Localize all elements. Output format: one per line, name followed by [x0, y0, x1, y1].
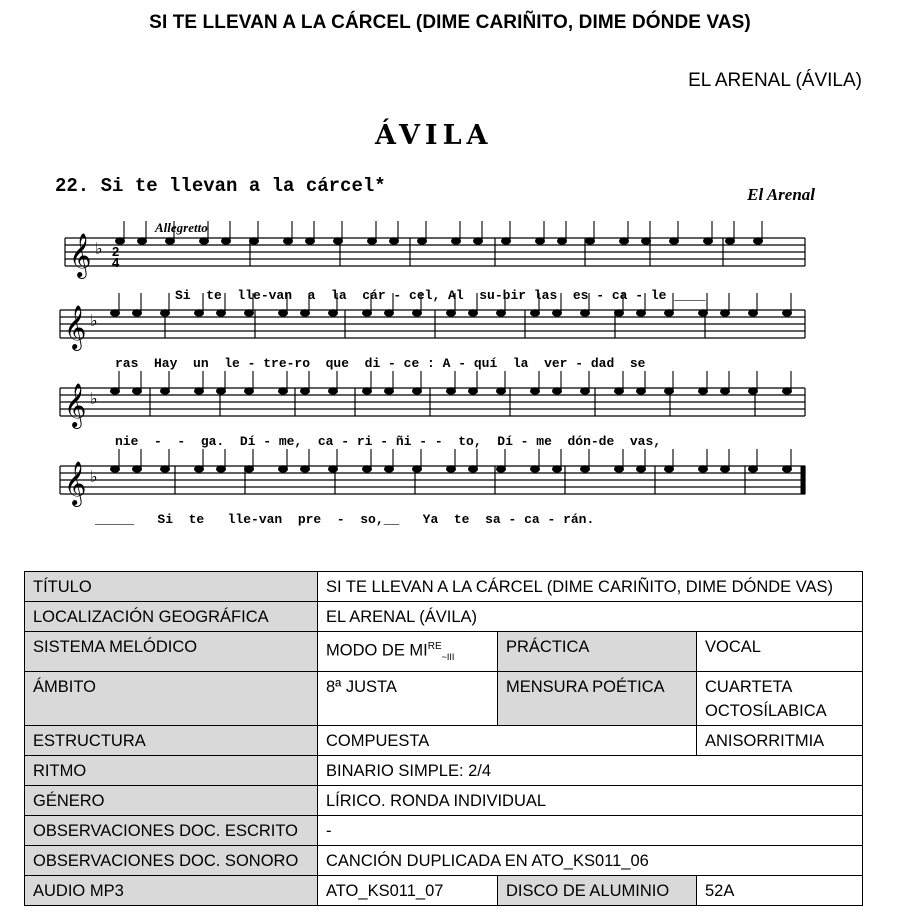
metadata-table	[24, 571, 863, 906]
note-head	[586, 238, 595, 244]
treble-clef-icon: 𝄞	[64, 305, 87, 349]
titulo-label: TÍTULO	[25, 572, 318, 602]
flat-icon: ♭	[90, 313, 98, 330]
note-head	[334, 238, 343, 244]
note-head	[531, 310, 540, 316]
note-head	[704, 238, 713, 244]
note-head	[245, 388, 254, 394]
note-head	[279, 388, 288, 394]
score-region: ÁVILA	[375, 120, 493, 151]
ambito-value: 8ª JUSTA	[318, 671, 498, 725]
flat-icon: ♭	[90, 469, 98, 486]
sistema-label: SISTEMA MELÓDICO	[25, 632, 318, 672]
score-tempo: Allegretto	[155, 220, 208, 235]
row-titulo	[25, 572, 863, 602]
genero-label: GÉNERO	[25, 785, 318, 815]
sistema-value: MODO DE $MIRE_{\sim III}$	[318, 632, 498, 672]
treble-clef-icon: 𝄞	[69, 233, 92, 277]
note-head	[665, 310, 674, 316]
note-head	[363, 466, 372, 472]
note-head	[133, 310, 142, 316]
mensura-label: MENSURA POÉTICA	[498, 671, 697, 725]
obs-sonoro-label: OBSERVACIONES DOC. SONORO	[25, 845, 318, 875]
note-head	[385, 388, 394, 394]
note-head	[166, 238, 175, 244]
localizacion-label: LOCALIZACIÓN GEOGRÁFICA	[25, 602, 318, 632]
note-head	[217, 388, 226, 394]
genero-value: LÍRICO. RONDA INDIVIDUAL	[318, 785, 863, 815]
note-head	[749, 388, 758, 394]
lyric-line-1: Si te lle-van a la cár - cel, Al su-bir las es - ca - le ____	[175, 288, 706, 303]
score-place: El Arenal	[747, 185, 815, 204]
disco-label: DISCO DE ALUMINIO	[498, 875, 697, 905]
note-head	[497, 466, 506, 472]
note-head	[469, 388, 478, 394]
note-head	[620, 238, 629, 244]
note-head	[581, 310, 590, 316]
time-signature: 4	[112, 255, 120, 270]
note-head	[637, 310, 646, 316]
row-ambito	[25, 671, 863, 725]
note-head	[558, 238, 567, 244]
note-head	[553, 388, 562, 394]
note-head	[531, 466, 540, 472]
row-audio	[25, 875, 863, 905]
localizacion-value: EL ARENAL (ÁVILA)	[318, 602, 863, 632]
note-head	[329, 466, 338, 472]
note-head	[615, 466, 624, 472]
note-head	[111, 466, 120, 472]
row-genero	[25, 785, 863, 815]
treble-clef-icon: 𝄞	[64, 383, 87, 427]
row-estructura	[25, 725, 863, 755]
note-head	[329, 310, 338, 316]
note-head	[363, 310, 372, 316]
note-head	[754, 238, 763, 244]
time-signature: 2	[112, 244, 120, 259]
note-head	[279, 310, 288, 316]
estructura-label: ESTRUCTURA	[25, 725, 318, 755]
note-head	[637, 388, 646, 394]
lyric-line-3: nie - - ga. Dí - me, ca - ri - ñi - - to, Dí - me dón-de vas,	[115, 434, 662, 449]
note-head	[699, 310, 708, 316]
flat-icon: ♭	[90, 391, 98, 408]
note-head	[413, 310, 422, 316]
row-sistema	[25, 632, 863, 672]
note-head	[195, 466, 204, 472]
obs-sonoro-value: CANCIÓN DUPLICADA EN ATO_KS011_06	[318, 845, 863, 875]
note-head	[452, 238, 461, 244]
note-head	[447, 310, 456, 316]
note-head	[721, 310, 730, 316]
note-head	[217, 466, 226, 472]
practica-label: PRÁCTICA	[498, 632, 697, 672]
note-head	[195, 388, 204, 394]
note-head	[670, 238, 679, 244]
lyric-line-4: _____ Si te lle-van pre - so,__ Ya te sa - ca - rán.	[95, 512, 595, 527]
ritmo-value: BINARIO SIMPLE: 2/4	[318, 755, 863, 785]
note-head	[783, 310, 792, 316]
music-score	[55, 110, 825, 540]
note-head	[699, 388, 708, 394]
note-head	[581, 466, 590, 472]
note-head	[279, 466, 288, 472]
note-head	[133, 466, 142, 472]
note-head	[536, 238, 545, 244]
note-head	[553, 466, 562, 472]
note-head	[301, 388, 310, 394]
note-head	[637, 466, 646, 472]
note-head	[138, 238, 147, 244]
audio-label: AUDIO MP3	[25, 875, 318, 905]
note-head	[161, 310, 170, 316]
document-location: EL ARENAL (ÁVILA)	[688, 70, 862, 91]
note-head	[329, 388, 338, 394]
note-head	[497, 388, 506, 394]
mensura-value: CUARTETA OCTOSÍLABICA	[697, 671, 863, 725]
note-head	[385, 310, 394, 316]
row-obs-escrito	[25, 815, 863, 845]
note-head	[721, 466, 730, 472]
note-head	[642, 238, 651, 244]
note-head	[413, 388, 422, 394]
note-head	[413, 466, 422, 472]
estructura-value: COMPUESTA	[318, 725, 697, 755]
note-head	[195, 310, 204, 316]
audio-value: ATO_KS011_07	[318, 875, 498, 905]
note-head	[368, 238, 377, 244]
note-head	[553, 310, 562, 316]
note-head	[301, 466, 310, 472]
note-head	[531, 388, 540, 394]
note-head	[301, 310, 310, 316]
titulo-value: SI TE LLEVAN A LA CÁRCEL (DIME CARIÑITO, DIME DÓNDE VAS)	[318, 572, 863, 602]
note-head	[721, 388, 730, 394]
note-head	[665, 466, 674, 472]
practica-value: VOCAL	[697, 632, 863, 672]
note-head	[284, 238, 293, 244]
document-title: SI TE LLEVAN A LA CÁRCEL (DIME CARIÑITO, DIME DÓNDE VAS)	[149, 12, 751, 33]
staff-lines	[55, 110, 825, 540]
note-head	[245, 310, 254, 316]
note-head	[111, 388, 120, 394]
row-ritmo	[25, 755, 863, 785]
ambito-label: ÁMBITO	[25, 671, 318, 725]
obs-escrito-value: -	[318, 815, 863, 845]
note-head	[502, 238, 511, 244]
estructura-extra: ANISORRITMIA	[697, 725, 863, 755]
obs-escrito-label: OBSERVACIONES DOC. ESCRITO	[25, 815, 318, 845]
note-head	[418, 238, 427, 244]
note-head	[469, 466, 478, 472]
note-head	[726, 238, 735, 244]
note-head	[363, 388, 372, 394]
note-head	[665, 388, 674, 394]
row-obs-sonoro	[25, 845, 863, 875]
note-head	[749, 466, 758, 472]
note-head	[390, 238, 399, 244]
note-head	[783, 466, 792, 472]
score-heading: 22. Si te llevan a la cárcel*	[55, 175, 386, 197]
note-head	[133, 388, 142, 394]
note-head	[222, 238, 231, 244]
ritmo-label: RITMO	[25, 755, 318, 785]
note-head	[200, 238, 209, 244]
note-head	[749, 310, 758, 316]
note-head	[161, 466, 170, 472]
lyric-line-2: ras Hay un le - tre-ro que di - ce : A - quí la ver - dad se	[115, 356, 646, 371]
note-head	[161, 388, 170, 394]
note-head	[385, 466, 394, 472]
note-head	[615, 310, 624, 316]
final-barline	[801, 466, 805, 494]
note-head	[581, 388, 590, 394]
note-head	[497, 310, 506, 316]
note-head	[469, 310, 478, 316]
treble-clef-icon: 𝄞	[64, 461, 87, 505]
note-head	[306, 238, 315, 244]
disco-value: 52A	[697, 875, 863, 905]
note-head	[447, 388, 456, 394]
note-head	[699, 466, 708, 472]
note-head	[217, 310, 226, 316]
note-head	[474, 238, 483, 244]
note-head	[447, 466, 456, 472]
note-head	[245, 466, 254, 472]
note-head	[250, 238, 259, 244]
note-head	[783, 388, 792, 394]
note-head	[615, 388, 624, 394]
note-head	[111, 310, 120, 316]
flat-icon: ♭	[95, 241, 103, 258]
row-localizacion	[25, 602, 863, 632]
